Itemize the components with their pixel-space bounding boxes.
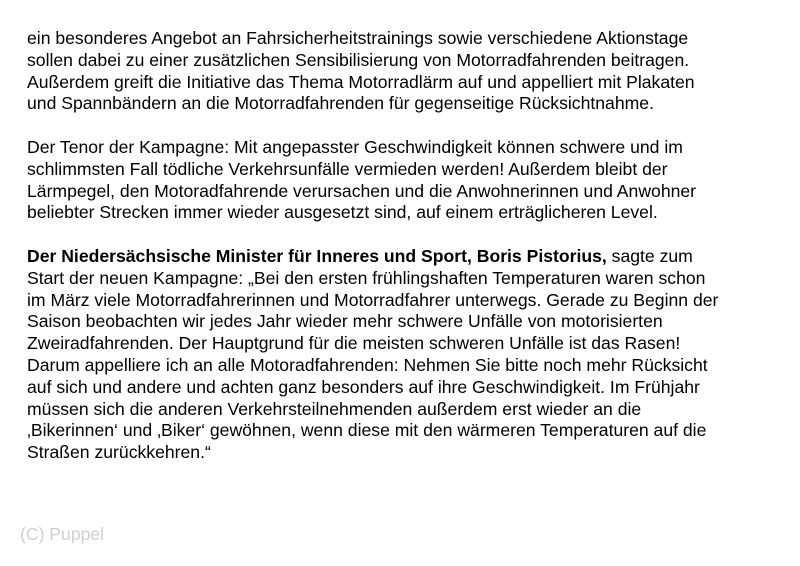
paragraph-2-line-1: Der Tenor der Kampagne: Mit angepasster Geschwindigkeit können schwere und im: [27, 136, 683, 157]
paragraph-1-line-4: und Spannbändern an die Motorradfahrenden für gegenseitige Rücksichtnahme.: [27, 93, 654, 114]
copyright-watermark: (C) Puppel: [20, 524, 105, 544]
paragraph-3-line-7: auf sich und andere und achten ganz besonders auf ihre Geschwindigkeit. Im Frühjahr: [27, 376, 700, 397]
paragraph-2-line-2: schlimmsten Fall tödliche Verkehrsunfälle vermieden werden! Außerdem bleibt der: [27, 158, 668, 179]
paragraph-3-line-2: Start der neuen Kampagne: „Bei den ersten frühlingshaften Temperaturen waren schon: [27, 267, 706, 288]
minister-name-bold: Der Niedersächsische Minister für Inneres und Sport, Boris Pistorius,: [27, 245, 607, 266]
paragraph-3-line-3: im März viele Motorradfahrerinnen und Motorradfahrer unterwegs. Gerade zu Beginn der: [27, 289, 719, 310]
paragraph-3-line-6: Darum appelliere ich an alle Motoradfahrenden: Nehmen Sie bitte noch mehr Rücksicht: [27, 354, 708, 375]
paragraph-1-line-1: ein besonderes Angebot an Fahrsicherheitstrainings sowie verschiedene Aktionstage: [27, 28, 689, 48]
paragraph-3: [27, 246, 787, 464]
paragraph-1-line-3: Außerdem greift die Initiative das Thema Motorradlärm auf und appelliert mit Plakaten: [27, 71, 695, 92]
paragraph-1: [27, 28, 787, 115]
paragraph-2-line-4: beliebter Strecken immer wieder ausgesetzt sind, auf einem erträglicheren Level.: [27, 202, 658, 223]
paragraph-3-line-4: Saison beobachten wir jedes Jahr wieder mehr schwere Unfälle von motorisierten: [27, 311, 663, 332]
paragraph-2: [27, 137, 787, 224]
paragraph-3-line-10: Straßen zurückkehren.“: [27, 442, 211, 463]
paragraph-3-line-1: [27, 246, 787, 268]
paragraph-2-line-3: Lärmpegel, den Motoradfahrende verursachen und die Anwohnerinnen und Anwohner: [27, 180, 697, 201]
paragraph-3-lead-tail: sagte zum: [606, 245, 693, 266]
paragraph-1-line-2: sollen dabei zu einer zusätzlichen Sensibilisierung von Motorradfahrenden beitragen.: [27, 49, 690, 70]
paragraph-3-line-9: ‚Bikerinnen‘ und ‚Biker‘ gewöhnen, wenn diese mit den wärmeren Temperaturen auf die: [27, 420, 707, 441]
document-body: [27, 28, 787, 486]
paragraph-3-line-5: Zweiradfahrenden. Der Hauptgrund für die meisten schweren Unfälle ist das Rasen!: [27, 333, 681, 354]
paragraph-3-line-8: müssen sich die anderen Verkehrsteilnehmenden außerdem erst wieder an die: [27, 398, 642, 419]
